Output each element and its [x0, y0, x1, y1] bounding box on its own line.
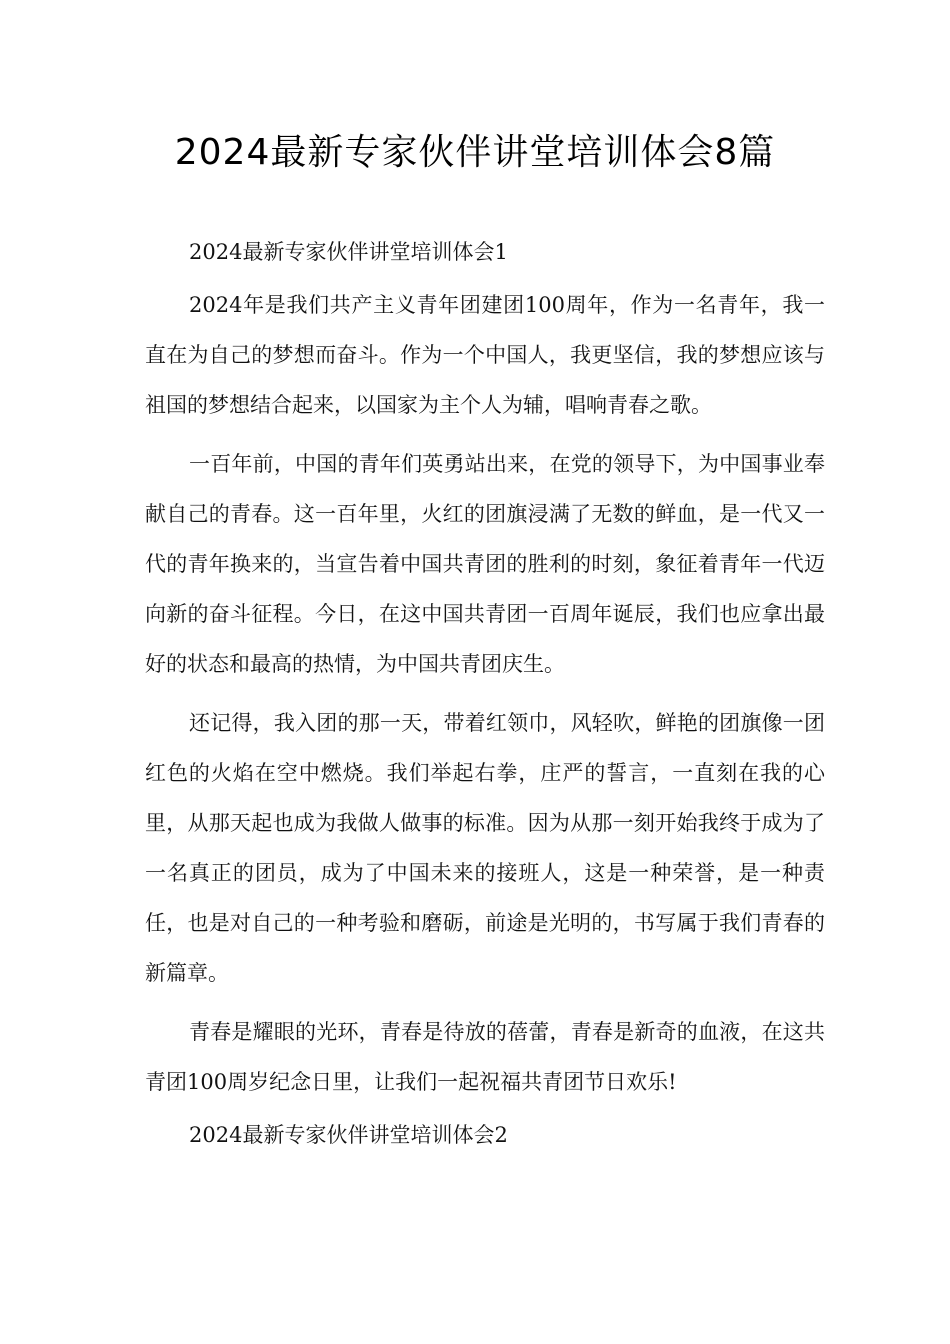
- document-body: [145, 233, 825, 1163]
- paragraph: 一百年前，中国的青年们英勇站出来，在党的领导下，为中国事业奉献自己的青春。这一百年里，火红的团旗浸满了无数的鲜血，是一代又一代的青年换来的，当宣告着中国共青团的胜利的时刻，象征着青年一代迈向新的奋斗征程。今日，在这中国共青团一百周年诞辰，我们也应拿出最好的状态和最高的热情，为中国共青团庆生。: [145, 452, 825, 676]
- section-heading-1: 2024最新专家伙伴讲堂培训体会1: [189, 240, 508, 264]
- paragraph: 2024年是我们共产主义青年团建团100周年，作为一名青年，我一直在为自己的梦想而奋斗。作为一个中国人，我更坚信，我的梦想应该与祖国的梦想结合起来，以国家为主个人为辅，唱响青春之歌。: [145, 293, 825, 417]
- section-heading-2: 2024最新专家伙伴讲堂培训体会2: [189, 1123, 508, 1147]
- paragraph: 青春是耀眼的光环，青春是待放的蓓蕾，青春是新奇的血液，在这共青团100周岁纪念日里，让我们一起祝福共青团节日欢乐!: [145, 1020, 825, 1094]
- paragraph: 还记得，我入团的那一天，带着红领巾，风轻吹，鲜艳的团旗像一团红色的火焰在空中燃烧。我们举起右拳，庄严的誓言，一直刻在我的心里，从那天起也成为我做人做事的标准。因为从那一刻开始我终于成为了一名真正的团员，成为了中国未来的接班人，这是一种荣誉，是一种责任，也是对自己的一种考验和磨砺，前途是光明的，书写属于我们青春的新篇章。: [145, 711, 825, 985]
- document-title: 2024最新专家伙伴讲堂培训体会8篇: [174, 132, 776, 173]
